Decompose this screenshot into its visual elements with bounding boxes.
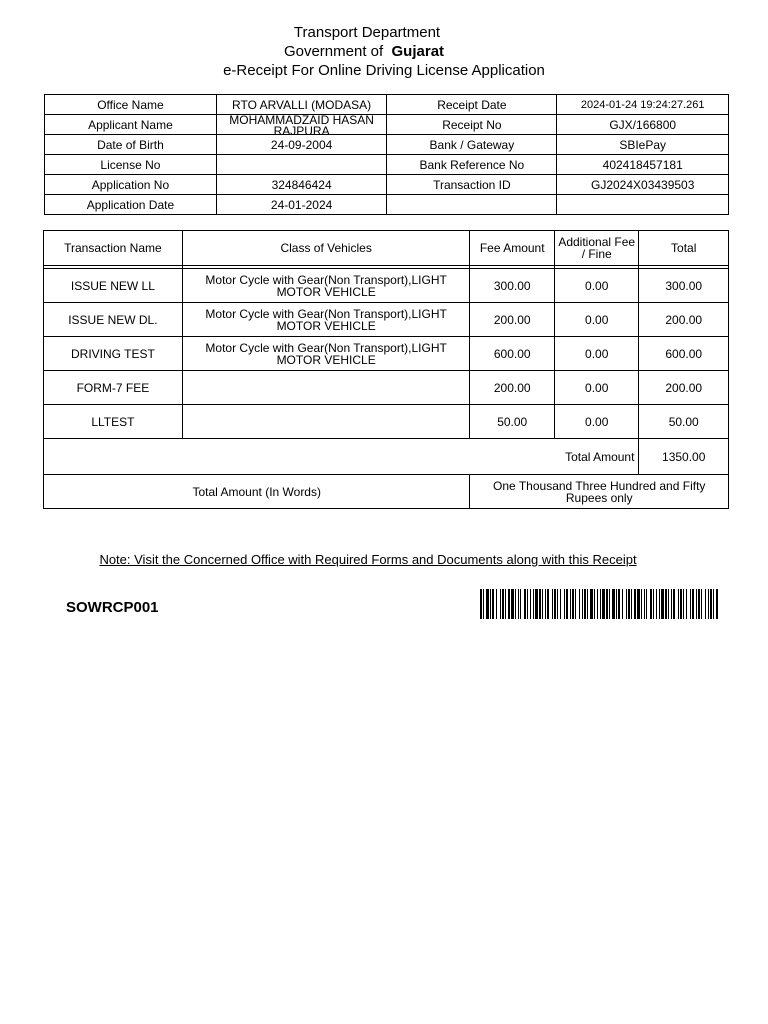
bank-gateway-label: Bank / Gateway (387, 135, 557, 155)
total-cell: 600.00 (639, 337, 729, 371)
dob-label: Date of Birth (45, 135, 217, 155)
applicant-name-label: Applicant Name (45, 115, 217, 135)
form-code: SOWRCP001 (66, 599, 159, 616)
receipt-title: e-Receipt For Online Driving License Application (223, 62, 545, 79)
application-date-label: Application Date (45, 195, 217, 215)
transaction-name-cell: ISSUE NEW LL (44, 269, 183, 303)
transaction-name-cell: FORM-7 FEE (44, 371, 183, 405)
amount-in-words-label: Total Amount (In Words) (44, 475, 470, 509)
total-cell: 300.00 (639, 269, 729, 303)
class-of-vehicles-cell: Motor Cycle with Gear(Non Transport),LIGHT MOTOR VEHICLE (182, 337, 470, 371)
fee-table (43, 230, 729, 509)
total-row (44, 439, 729, 475)
additional-fee-cell: 0.00 (554, 405, 638, 439)
dob-value: 24-09-2004 (216, 135, 386, 155)
transaction-name-cell: LLTEST (44, 405, 183, 439)
class-of-vehicles-cell (182, 371, 470, 405)
amount-in-words-value: One Thousand Three Hundred and Fifty Rupees only (470, 475, 729, 509)
transaction-name-cell: ISSUE NEW DL. (44, 303, 183, 337)
fee-amount-cell: 300.00 (470, 269, 554, 303)
office-name-label: Office Name (45, 95, 217, 115)
barcode-icon (480, 589, 718, 619)
table-row (44, 405, 729, 439)
bank-gateway-value: SBIePay (557, 135, 729, 155)
receipt-no-label: Receipt No (387, 115, 557, 135)
class-of-vehicles-cell (182, 405, 470, 439)
total-amount-value: 1350.00 (639, 439, 729, 475)
col-header-transaction-name: Transaction Name (44, 231, 183, 266)
transaction-name-cell: DRIVING TEST (44, 337, 183, 371)
license-no-label: License No (45, 155, 217, 175)
col-header-class-of-vehicles: Class of Vehicles (182, 231, 470, 266)
applicant-info-table (44, 94, 729, 215)
table-row (44, 303, 729, 337)
bank-reference-label: Bank Reference No (387, 155, 557, 175)
government-prefix: Government of (283, 43, 384, 60)
total-cell: 200.00 (639, 303, 729, 337)
application-no-label: Application No (45, 175, 217, 195)
bank-reference-value: 402418457181 (557, 155, 729, 175)
receipt-date-label: Receipt Date (387, 95, 557, 115)
total-cell: 200.00 (639, 371, 729, 405)
empty-cell (387, 195, 557, 215)
col-header-fee-amount: Fee Amount (470, 231, 554, 266)
state-name: Gujarat (391, 43, 445, 60)
amount-in-words-row (44, 475, 729, 509)
receipt-no-value: GJX/166800 (557, 115, 729, 135)
additional-fee-cell: 0.00 (554, 269, 638, 303)
fee-amount-cell: 600.00 (470, 337, 554, 371)
table-row (44, 269, 729, 303)
total-cell: 50.00 (639, 405, 729, 439)
col-header-additional-fee: Additional Fee / Fine (554, 231, 638, 266)
fee-amount-cell: 50.00 (470, 405, 554, 439)
transaction-id-label: Transaction ID (387, 175, 557, 195)
class-of-vehicles-cell: Motor Cycle with Gear(Non Transport),LIGHT MOTOR VEHICLE (182, 269, 470, 303)
additional-fee-cell: 0.00 (554, 371, 638, 405)
total-amount-label: Total Amount (44, 439, 639, 475)
applicant-name-value: MOHAMMADZAID HASAN RAJPURA (229, 115, 374, 134)
table-row (44, 371, 729, 405)
additional-fee-cell: 0.00 (554, 303, 638, 337)
department-title: Transport Department (293, 24, 441, 41)
table-row (44, 337, 729, 371)
receipt-date-value: 2024-01-24 19:24:27.261 (557, 95, 729, 115)
fee-amount-cell: 200.00 (470, 303, 554, 337)
receipt-note: Note: Visit the Concerned Office with Required Forms and Documents along with this Receipt (99, 552, 637, 567)
class-of-vehicles-cell: Motor Cycle with Gear(Non Transport),LIGHT MOTOR VEHICLE (182, 303, 470, 337)
office-name-value: RTO ARVALLI (MODASA) (216, 95, 386, 115)
government-title (0, 43, 748, 61)
empty-cell (557, 195, 729, 215)
fee-amount-cell: 200.00 (470, 371, 554, 405)
additional-fee-cell: 0.00 (554, 337, 638, 371)
license-no-value (216, 155, 386, 175)
transaction-id-value: GJ2024X03439503 (557, 175, 729, 195)
application-date-value: 24-01-2024 (216, 195, 386, 215)
application-no-value: 324846424 (216, 175, 386, 195)
col-header-total: Total (639, 231, 729, 266)
